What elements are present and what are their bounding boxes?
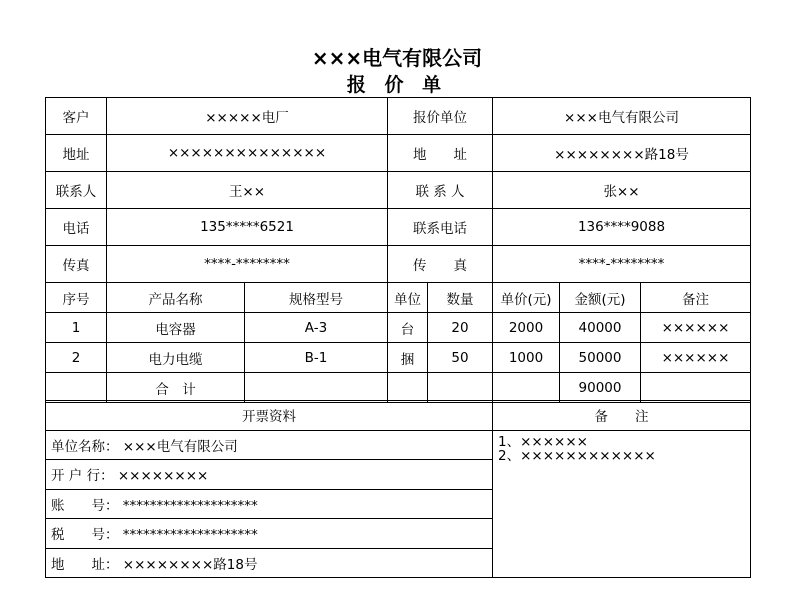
col-header-amount: 金额(元) <box>560 283 641 313</box>
billing-account: 账 号： ******************** <box>46 489 493 519</box>
empty-cell <box>641 373 751 403</box>
phone-value: 135*****6521 <box>107 209 388 246</box>
document-title: 报 价 单 <box>346 74 448 96</box>
address-value: ×××××××××××××× <box>107 135 388 172</box>
item-no: 1 <box>46 313 107 343</box>
col-header-model: 规格型号 <box>245 283 388 313</box>
item-price: 1000 <box>493 343 560 373</box>
col-header-unit: 单位 <box>388 283 428 313</box>
supplier-phone-value: 136****9088 <box>493 209 751 246</box>
items-table <box>45 282 751 403</box>
col-header-note: 备注 <box>641 283 751 313</box>
table-row <box>46 313 751 343</box>
note-line-2: 2、×××××××××××× <box>498 447 656 464</box>
billing-unit-name: 单位名称： ×××电气有限公司 <box>46 430 493 460</box>
table-row <box>46 209 751 246</box>
supplier-contact-value: 张×× <box>493 172 751 209</box>
empty-cell <box>428 373 493 403</box>
supplier-fax-label: 传 真 <box>388 246 493 283</box>
fax-value: ****-******** <box>107 246 388 283</box>
supplier-phone-label: 联系电话 <box>388 209 493 246</box>
quote-unit-value: ×××电气有限公司 <box>493 98 751 135</box>
item-note: ×××××× <box>641 313 751 343</box>
customer-label: 客户 <box>46 98 107 135</box>
customer-info-table <box>45 97 751 283</box>
billing-address: 地 址： ××××××××路18号 <box>46 548 493 578</box>
item-qty: 50 <box>428 343 493 373</box>
item-price: 2000 <box>493 313 560 343</box>
supplier-address-value: ××××××××路18号 <box>493 135 751 172</box>
item-model: B-1 <box>245 343 388 373</box>
note-line-1: 1、×××××× <box>498 433 588 450</box>
item-model: A-3 <box>245 313 388 343</box>
item-name: 电容器 <box>107 313 245 343</box>
item-no: 2 <box>46 343 107 373</box>
fax-label: 传真 <box>46 246 107 283</box>
supplier-address-label: 地 址 <box>388 135 493 172</box>
table-row <box>46 430 751 460</box>
supplier-fax-value: ****-******** <box>493 246 751 283</box>
item-note: ×××××× <box>641 343 751 373</box>
table-row <box>46 343 751 373</box>
total-row <box>46 373 751 403</box>
item-amount: 50000 <box>560 343 641 373</box>
item-name: 电力电缆 <box>107 343 245 373</box>
empty-cell <box>388 373 428 403</box>
table-row <box>46 172 751 209</box>
table-row <box>46 135 751 172</box>
col-header-name: 产品名称 <box>107 283 245 313</box>
billing-table <box>45 400 751 578</box>
total-label: 合 计 <box>107 373 245 403</box>
col-header-qty: 数量 <box>428 283 493 313</box>
empty-cell <box>245 373 388 403</box>
item-amount: 40000 <box>560 313 641 343</box>
customer-value: ×××××电厂 <box>107 98 388 135</box>
item-unit: 台 <box>388 313 428 343</box>
quote-unit-label: 报价单位 <box>388 98 493 135</box>
billing-title: 开票资料 <box>46 401 493 431</box>
contact-label: 联系人 <box>46 172 107 209</box>
notes-cell <box>493 430 751 578</box>
col-header-no: 序号 <box>46 283 107 313</box>
company-title: ×××电气有限公司 <box>311 46 483 70</box>
col-header-price: 单价(元) <box>493 283 560 313</box>
item-qty: 20 <box>428 313 493 343</box>
phone-label: 电话 <box>46 209 107 246</box>
notes-title: 备 注 <box>493 401 751 431</box>
table-row <box>46 246 751 283</box>
items-header-row <box>46 283 751 313</box>
billing-bank: 开 户 行： ×××××××× <box>46 460 493 490</box>
empty-cell <box>493 373 560 403</box>
supplier-contact-label: 联 系 人 <box>388 172 493 209</box>
address-label: 地址 <box>46 135 107 172</box>
item-unit: 捆 <box>388 343 428 373</box>
billing-header-row <box>46 401 751 431</box>
contact-value: 王×× <box>107 172 388 209</box>
table-row <box>46 98 751 135</box>
billing-tax-number: 税 号： ******************** <box>46 519 493 549</box>
total-amount: 90000 <box>560 373 641 403</box>
empty-cell <box>46 373 107 403</box>
